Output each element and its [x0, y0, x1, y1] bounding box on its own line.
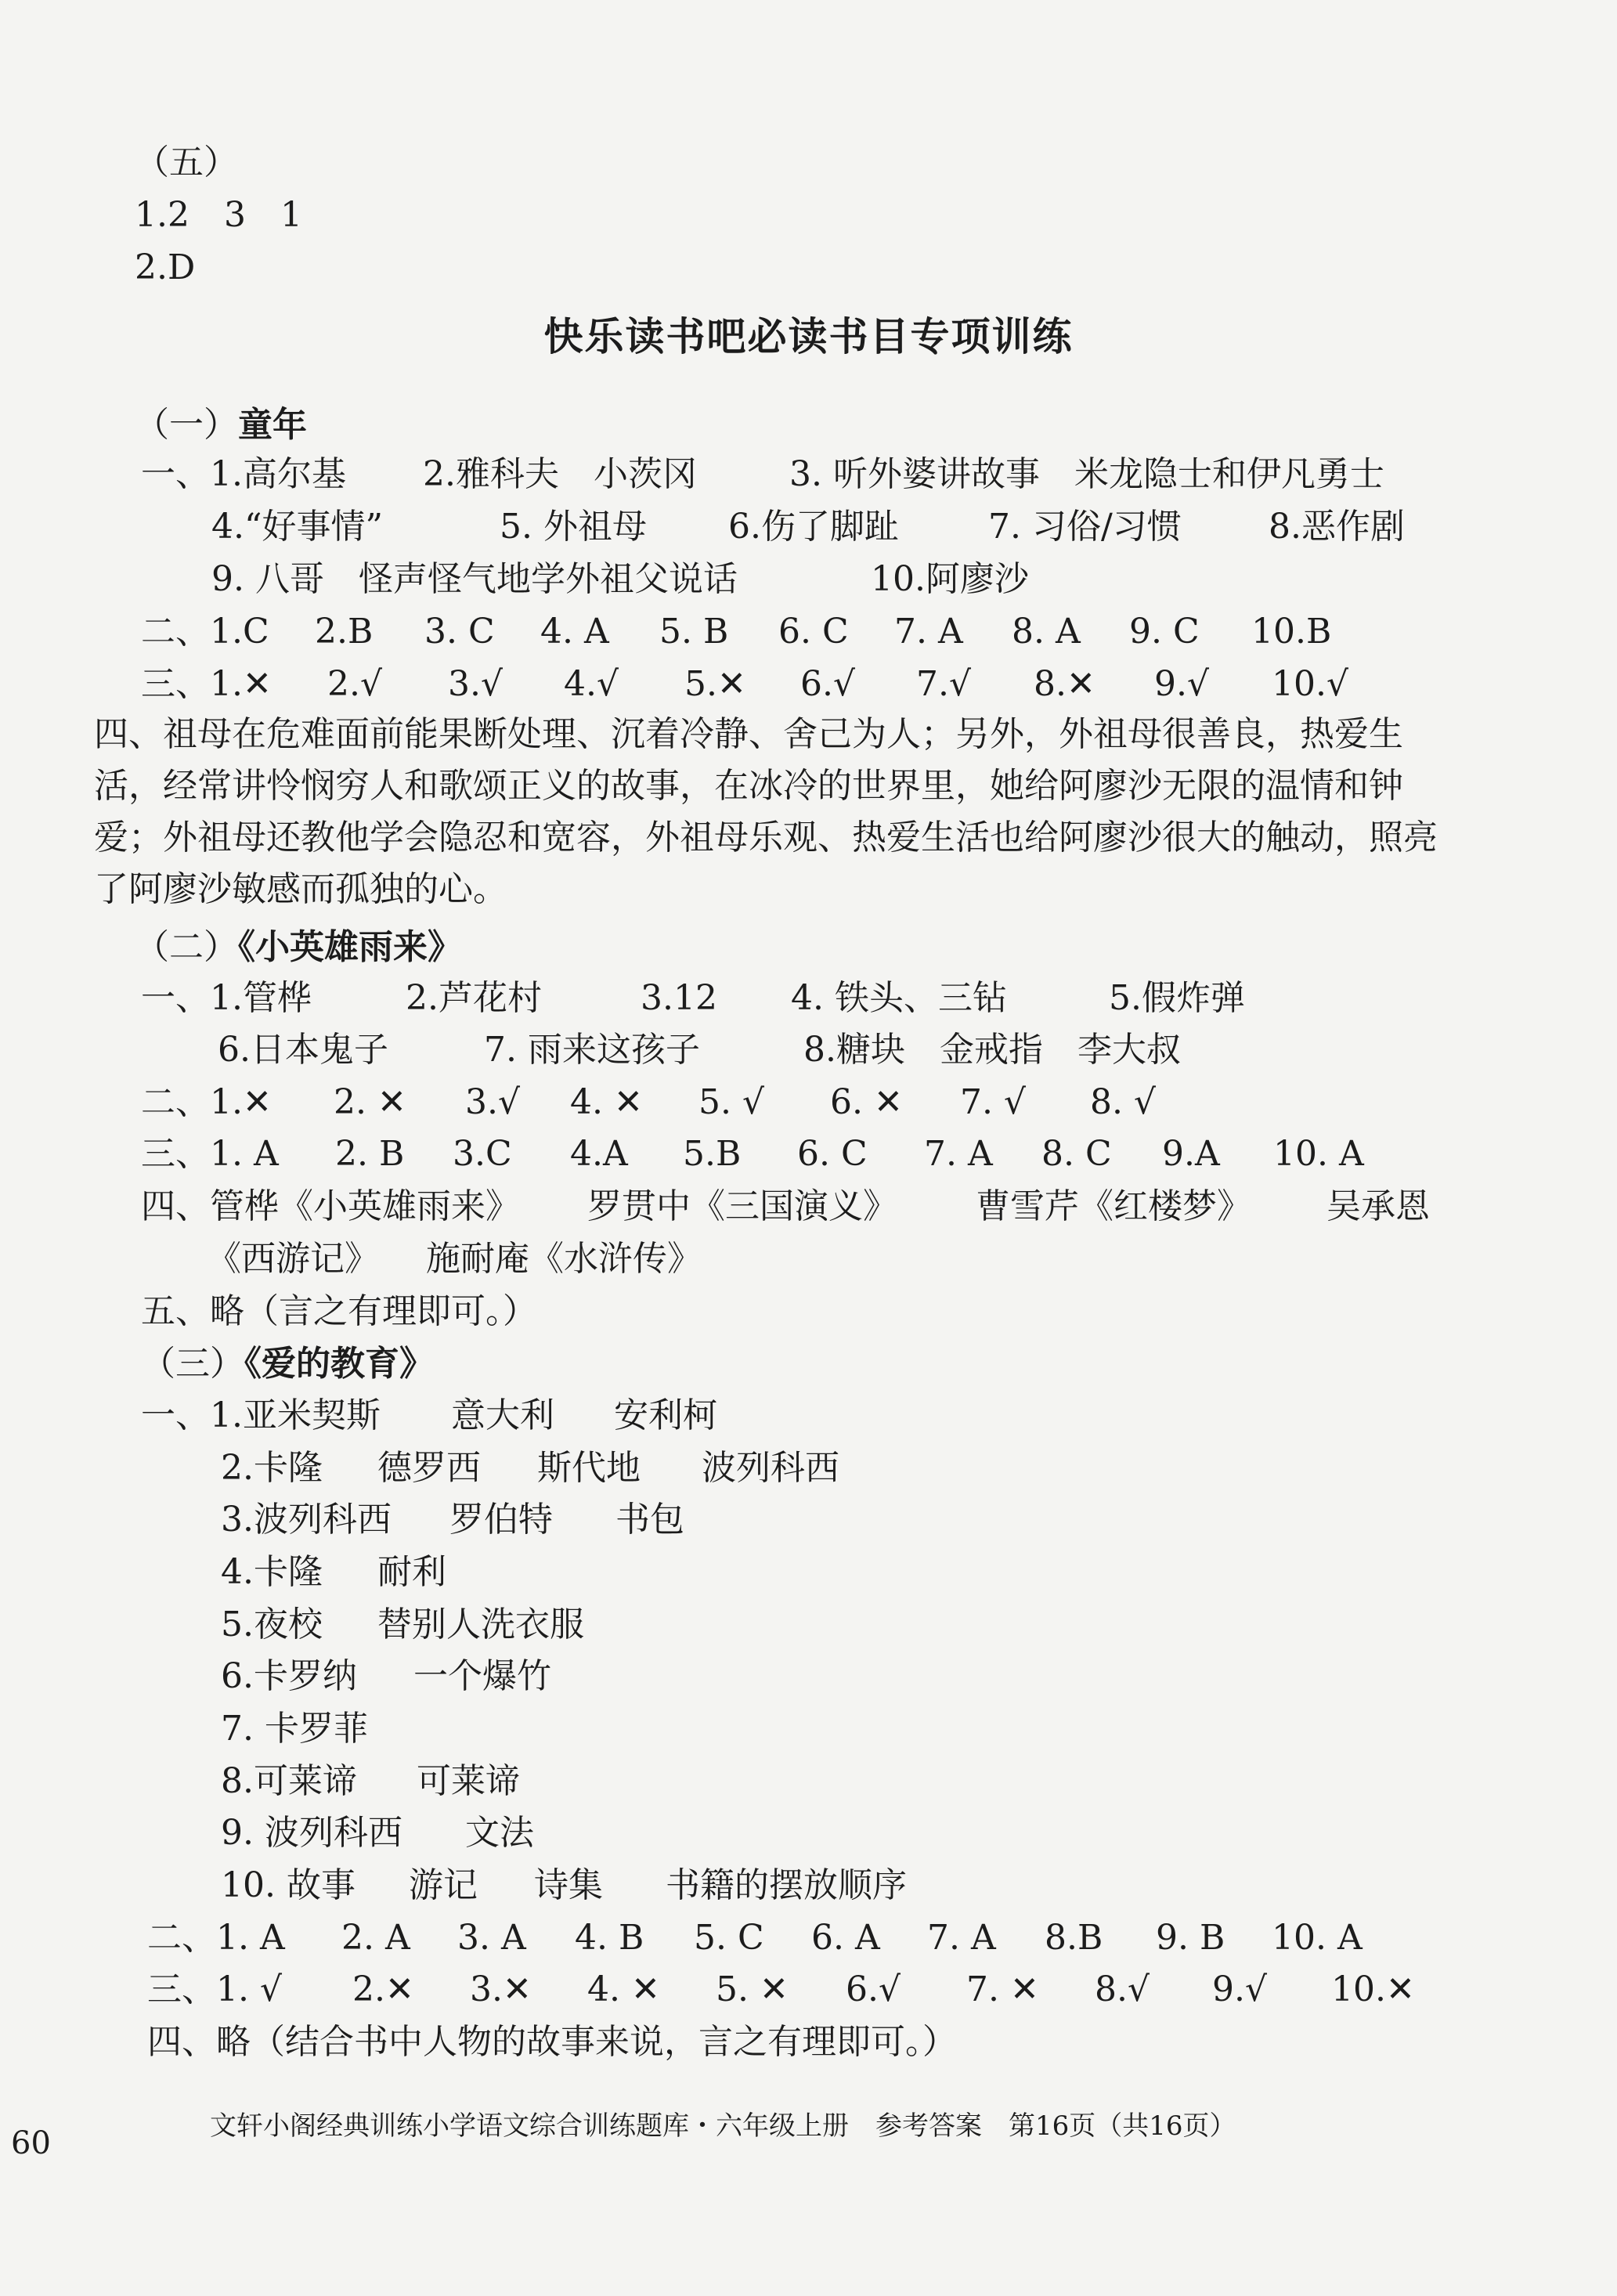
- answer-item: 7.√: [916, 664, 972, 704]
- answer-item: 6.√: [800, 664, 856, 704]
- section-title: [135, 926, 462, 969]
- answer-item: 书包: [615, 1500, 684, 1540]
- section-label-5: （五）: [135, 143, 238, 182]
- answer-item: 二、1.✕: [141, 1082, 272, 1122]
- section-name: 《小英雄雨来》: [238, 927, 462, 967]
- answer-item: 8.✕: [1034, 664, 1095, 704]
- answer-item: 9.√: [1154, 664, 1210, 704]
- answer-item: 4.A: [570, 1134, 628, 1174]
- answer-row: [211, 558, 1543, 601]
- answer-item: 5. √: [698, 1082, 765, 1122]
- answer-item: 8. A: [1012, 612, 1081, 652]
- answer-line: 1.2 3 1: [135, 195, 302, 235]
- answer-item: 5.夜校: [221, 1605, 323, 1644]
- answer-item: 4.卡隆: [221, 1552, 323, 1592]
- answer-item: 4.“好事情”: [211, 507, 383, 547]
- answer-item: 5. B: [659, 612, 729, 652]
- answer-row: [211, 505, 1543, 549]
- answer-row: [141, 1394, 1550, 1438]
- answer-item: 10. A: [1273, 1134, 1364, 1174]
- answer-item: 8.糖块 金戒指 李大叔: [803, 1030, 1181, 1070]
- answer-item: 4. ✕: [587, 1969, 660, 2009]
- answer-item: 6. C: [797, 1134, 868, 1174]
- answer-row: [147, 1916, 1557, 1960]
- answer-item: 4. 铁头、三钻: [791, 978, 1007, 1018]
- answer-item: 4. A: [540, 612, 609, 652]
- answer-row: [221, 1655, 1552, 1699]
- answer-row: [221, 1551, 1552, 1594]
- answer-row: [147, 1968, 1557, 2012]
- answer-item: 2.✕: [352, 1969, 414, 2009]
- answer-item: 一、1.高尔基: [141, 454, 346, 494]
- answer-row: [141, 1081, 1550, 1125]
- answer-item: 7. A: [894, 612, 963, 652]
- section-name: 童年: [238, 405, 307, 445]
- answer-item: 9.A: [1162, 1134, 1220, 1174]
- answer-row: [218, 1028, 1549, 1072]
- answer-row: 四、略（结合书中人物的故事来说，言之有理即可。）: [147, 2022, 957, 2062]
- answer-line: 2.D: [135, 247, 196, 287]
- answer-item: 2. ✕: [334, 1082, 406, 1122]
- answer-item: 4.√: [564, 664, 619, 704]
- answer-item: 3.C: [453, 1134, 512, 1174]
- answer-row: [221, 1760, 1552, 1803]
- answer-item: 德罗西: [377, 1448, 481, 1488]
- answer-item: 5. C: [694, 1918, 764, 1958]
- answer-item: 三、1.✕: [141, 664, 272, 704]
- answer-item: 3. A: [457, 1918, 526, 1958]
- answer-item: 《西游记》: [207, 1239, 379, 1279]
- answer-row: [141, 1132, 1550, 1176]
- answer-row: [221, 1864, 1552, 1908]
- answer-item: 四、管桦《小英雄雨来》: [141, 1186, 520, 1226]
- answer-item: 安利柯: [614, 1395, 717, 1435]
- answer-row: [141, 453, 1550, 496]
- answer-item: 2.芦花村: [406, 978, 542, 1018]
- answer-item: 8. √: [1090, 1082, 1157, 1122]
- answer-item: 可莱谛: [417, 1761, 520, 1801]
- answer-item: 施耐庵《水浒传》: [426, 1239, 702, 1279]
- answer-item: 5.假炸弹: [1109, 978, 1245, 1018]
- section-number: （一）: [135, 405, 238, 445]
- answer-item: 5.B: [683, 1134, 742, 1174]
- answer-item: 7. √: [960, 1082, 1027, 1122]
- answer-item: 9. B: [1156, 1918, 1225, 1958]
- answer-item: 二、1. A: [147, 1918, 285, 1958]
- answer-item: 4. B: [575, 1918, 644, 1958]
- answer-row: [221, 1446, 1552, 1490]
- answer-item: 一、1.亚米契斯: [141, 1395, 381, 1435]
- answer-item: 7. 卡罗菲: [221, 1709, 368, 1749]
- answer-item: 7. A: [924, 1134, 993, 1174]
- answer-item: 罗伯特: [449, 1500, 553, 1540]
- answer-item: 2.卡隆: [221, 1448, 323, 1488]
- answer-item: 书籍的摆放顺序: [666, 1865, 907, 1905]
- answer-item: 9.√: [1212, 1969, 1268, 2009]
- answer-item: 二、1.C: [141, 612, 269, 652]
- answer-row: [221, 1811, 1552, 1855]
- answer-item: 一、1.管桦: [141, 978, 312, 1018]
- page-footer: 文轩小阁经典训练小学语文综合训练题库・六年级上册 参考答案 第16页（共16页）: [210, 2110, 1236, 2142]
- answer-item: 替别人洗衣服: [377, 1605, 584, 1644]
- section-number: （三）: [141, 1344, 244, 1384]
- answer-item: 诗集: [534, 1865, 603, 1905]
- answer-row: [207, 1237, 1538, 1281]
- answer-item: 2. A: [341, 1918, 410, 1958]
- answer-item: 10.B: [1251, 612, 1332, 652]
- answer-item: 7. ✕: [966, 1969, 1039, 2009]
- answer-item: 8.可莱谛: [221, 1761, 357, 1801]
- answer-item: 10.✕: [1331, 1969, 1415, 2009]
- answer-item: 10.√: [1272, 664, 1349, 704]
- answer-item: 6. C: [778, 612, 849, 652]
- answer-item: 9. 八哥 怪声怪气地学外祖父说话: [211, 559, 738, 599]
- answer-item: 8.√: [1095, 1969, 1150, 2009]
- answer-item: 5. ✕: [716, 1969, 789, 2009]
- answer-row: [141, 610, 1550, 654]
- answer-item: 游记: [409, 1865, 478, 1905]
- answer-item: 曹雪芹《红楼梦》: [976, 1186, 1251, 1226]
- answer-item: 3.12: [641, 978, 717, 1018]
- page-title: 快乐读书吧必读书目专项训练: [543, 314, 1074, 359]
- answer-item: 罗贯中《三国演义》: [587, 1186, 897, 1226]
- answer-row: [221, 1603, 1552, 1647]
- answer-item: 2. B: [335, 1134, 405, 1174]
- answer-item: 3. C: [424, 612, 495, 652]
- essay-text: 四、祖母在危难面前能果断处理、沉着冷静、舍己为人；另外，外祖母很善良，热爱生活，经常讲怜悯穷人和歌颂正义的故事，在冰冷的世界里，她给阿廖沙无限的温情和钟爱；外祖母还教他学会隐忍和宽容，外祖母乐观、热爱生活也给阿廖沙很大的触动，照亮了阿廖沙敏感而孤独的心。: [94, 714, 1438, 909]
- answer-item: 6.日本鬼子: [218, 1030, 388, 1070]
- answer-item: 3.✕: [470, 1969, 532, 2009]
- answer-item: 3.√: [465, 1082, 521, 1122]
- answer-item: 8.恶作剧: [1269, 507, 1405, 547]
- answer-item: 波列科西: [702, 1448, 839, 1488]
- answer-item: 三、1. √: [147, 1969, 283, 2009]
- section-name: 《爱的教育》: [244, 1344, 434, 1384]
- answer-row: [141, 977, 1550, 1020]
- answer-row: [141, 662, 1550, 706]
- answer-item: 6.√: [846, 1969, 901, 2009]
- section-title: [135, 403, 307, 447]
- answer-row: 五、略（言之有理即可。）: [141, 1291, 537, 1331]
- answer-item: 4. ✕: [570, 1082, 643, 1122]
- answer-item: 10.阿廖沙: [871, 559, 1029, 599]
- answer-item: 9. C: [1129, 612, 1200, 652]
- answer-item: 9. 波列科西: [221, 1813, 402, 1853]
- answer-item: 三、1. A: [141, 1134, 279, 1174]
- answer-item: 6.伤了脚趾: [728, 507, 899, 547]
- answer-item: 3. 听外婆讲故事 米龙隐士和伊凡勇士: [789, 454, 1384, 494]
- answer-item: 吴承恩: [1326, 1186, 1430, 1226]
- answer-item: 6.卡罗纳: [221, 1656, 357, 1696]
- section-title: [141, 1342, 434, 1386]
- answer-row: [141, 1185, 1550, 1229]
- answer-item: 5. 外祖母: [500, 507, 647, 547]
- answer-item: 8. C: [1041, 1134, 1112, 1174]
- answer-item: 3.波列科西: [221, 1500, 392, 1540]
- answer-item: 10. A: [1272, 1918, 1363, 1958]
- answer-item: 7. 雨来这孩子: [484, 1030, 700, 1070]
- answer-item: 10. 故事: [221, 1865, 356, 1905]
- answer-item: 5.✕: [684, 664, 746, 704]
- answer-item: 8.B: [1045, 1918, 1103, 1958]
- answer-item: 意大利: [451, 1395, 554, 1435]
- answer-item: 3.√: [448, 664, 504, 704]
- essay-answer: [94, 709, 1441, 915]
- answer-item: 2.√: [327, 664, 383, 704]
- answer-item: 斯代地: [537, 1448, 641, 1488]
- page-number: 60: [11, 2125, 51, 2161]
- answer-row: [221, 1707, 1552, 1751]
- section-number: （二）: [135, 927, 238, 967]
- answer-item: 6. ✕: [830, 1082, 903, 1122]
- answer-item: 6. A: [811, 1918, 880, 1958]
- answer-item: 7. 习俗/习惯: [988, 507, 1182, 547]
- answer-item: 一个爆竹: [413, 1656, 551, 1696]
- answer-item: 2.雅科夫 小茨冈: [423, 454, 697, 494]
- answer-item: 文法: [465, 1813, 534, 1853]
- answer-item: 2.B: [315, 612, 374, 652]
- answer-row: [221, 1498, 1552, 1542]
- answer-item: 耐利: [377, 1552, 446, 1592]
- answer-item: 7. A: [927, 1918, 996, 1958]
